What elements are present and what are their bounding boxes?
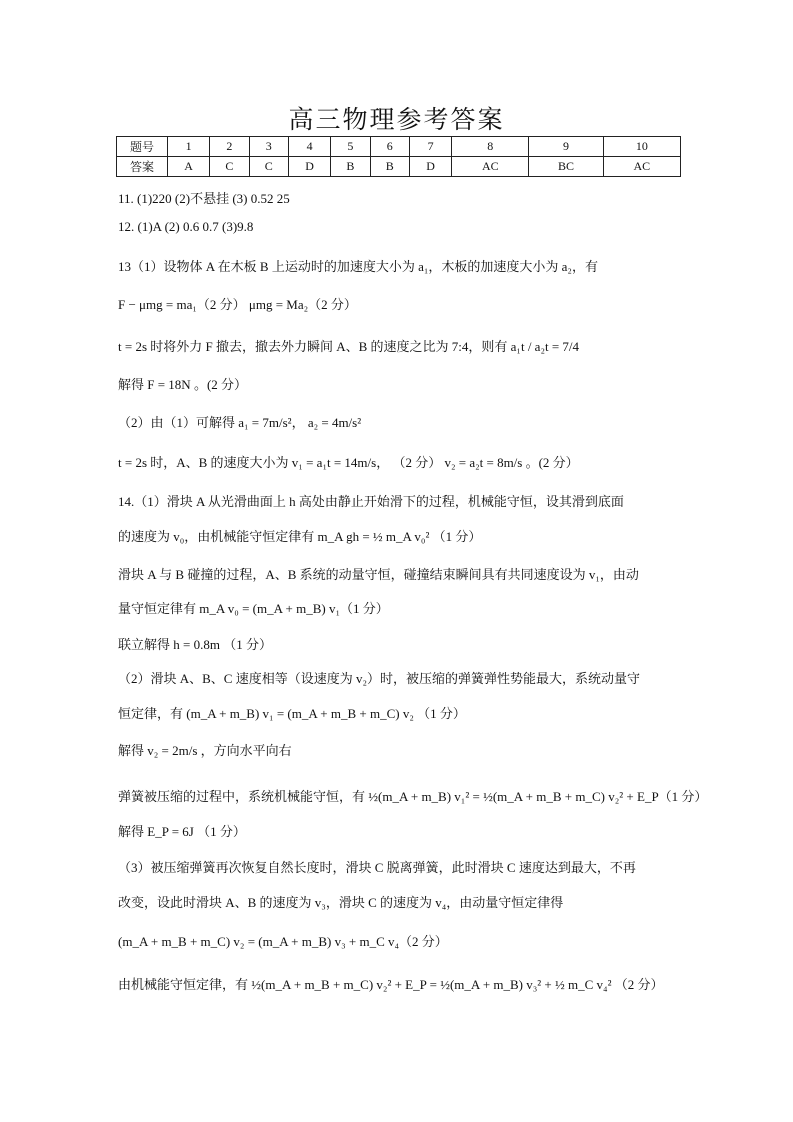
answer-line: 改变，设此时滑块 A、B 的速度为 v₃，滑块 C 的速度为 v₄，由动量守恒定律得	[118, 895, 564, 910]
table-cell: BC	[529, 157, 603, 177]
table-cell: 2	[210, 137, 249, 157]
answer-line: 由机械能守恒定律，有 ½(m_A + m_B + m_C) v₂² + E_P = ½(m_A + m_B) v₃² + ½ m_C v₄² （2 分）	[118, 977, 664, 992]
answer-line: （2）由（1）可解得 a₁ = 7m/s²， a₂ = 4m/s²	[118, 415, 362, 430]
table-cell: C	[210, 157, 249, 177]
table-cell: A	[168, 157, 210, 177]
table-cell: 答案	[117, 157, 168, 177]
answer-line: 解得 v₂ = 2m/s ，方向水平向右	[118, 743, 292, 758]
answer-line: 滑块 A 与 B 碰撞的过程，A、B 系统的动量守恒，碰撞结束瞬间具有共同速度设为 v₁，由动	[118, 567, 639, 582]
table-cell: 6	[370, 137, 409, 157]
answer-line: F − μmg = ma₁（2 分） μmg = Ma₂（2 分）	[118, 297, 357, 312]
page-title: 高三物理参考答案	[288, 105, 505, 134]
answer-line: 联立解得 h = 0.8m （1 分）	[118, 637, 272, 652]
answer-line: 12. (1)A (2) 0.6 0.7 (3)9.8	[118, 219, 254, 234]
table-cell: 3	[249, 137, 288, 157]
answer-line: （2）滑块 A、B、C 速度相等（设速度为 v₂）时，被压缩的弹簧弹性势能最大，系统动量守	[118, 671, 641, 686]
table-cell: B	[331, 157, 370, 177]
answer-line: 14.（1）滑块 A 从光滑曲面上 h 高处由静止开始滑下的过程，机械能守恒，设其滑到底面	[118, 494, 624, 509]
answer-line: 量守恒定律有 m_A v₀ = (m_A + m_B) v₁（1 分）	[118, 601, 389, 616]
answer-line: 11. (1)220 (2)不悬挂 (3) 0.52 25	[118, 191, 290, 206]
table-row-answers	[117, 157, 681, 177]
answer-line: 恒定律，有 (m_A + m_B) v₁ = (m_A + m_B + m_C) v₂ （1 分）	[118, 706, 466, 721]
answer-line: 解得 E_P = 6J （1 分）	[118, 824, 246, 839]
table-cell: 4	[288, 137, 330, 157]
table-cell: 10	[603, 137, 680, 157]
table-cell: B	[370, 157, 409, 177]
answer-line: t = 2s 时将外力 F 撤去，撤去外力瞬间 A、B 的速度之比为 7:4，则有 a₁t / a₂t = 7/4	[118, 339, 580, 354]
answer-line: 解得 F = 18N 。(2 分）	[118, 377, 248, 392]
table-cell: D	[288, 157, 330, 177]
answer-line: (m_A + m_B + m_C) v₂ = (m_A + m_B) v₃ + m_C v₄（2 分）	[118, 934, 448, 949]
table-row-question-numbers	[117, 137, 681, 157]
answer-line: （3）被压缩弹簧再次恢复自然长度时，滑块 C 脱离弹簧，此时滑块 C 速度达到最大，不再	[118, 860, 636, 875]
answer-line: 13（1）设物体 A 在木板 B 上运动时的加速度大小为 a₁，木板的加速度大小为 a₂，有	[118, 259, 598, 274]
table-cell: D	[409, 157, 451, 177]
table-cell: 5	[331, 137, 370, 157]
answer-table	[116, 136, 681, 177]
table-cell: 8	[452, 137, 529, 157]
table-cell: 9	[529, 137, 603, 157]
answer-line: 的速度为 v₀，由机械能守恒定律有 m_A gh = ½ m_A v₀² （1 分）	[118, 529, 482, 544]
table-cell: AC	[452, 157, 529, 177]
answer-line: t = 2s 时，A、B 的速度大小为 v₁ = a₁t = 14m/s， （2 分） v₂ = a₂t = 8m/s 。(2 分）	[118, 455, 579, 470]
table-cell: 1	[168, 137, 210, 157]
table-cell: 7	[409, 137, 451, 157]
answer-line: 弹簧被压缩的过程中，系统机械能守恒，有 ½(m_A + m_B) v₁² = ½(m_A + m_B + m_C) v₂² + E_P（1 分）	[118, 789, 708, 804]
table-cell: 题号	[117, 137, 168, 157]
table-cell: AC	[603, 157, 680, 177]
table-cell: C	[249, 157, 288, 177]
